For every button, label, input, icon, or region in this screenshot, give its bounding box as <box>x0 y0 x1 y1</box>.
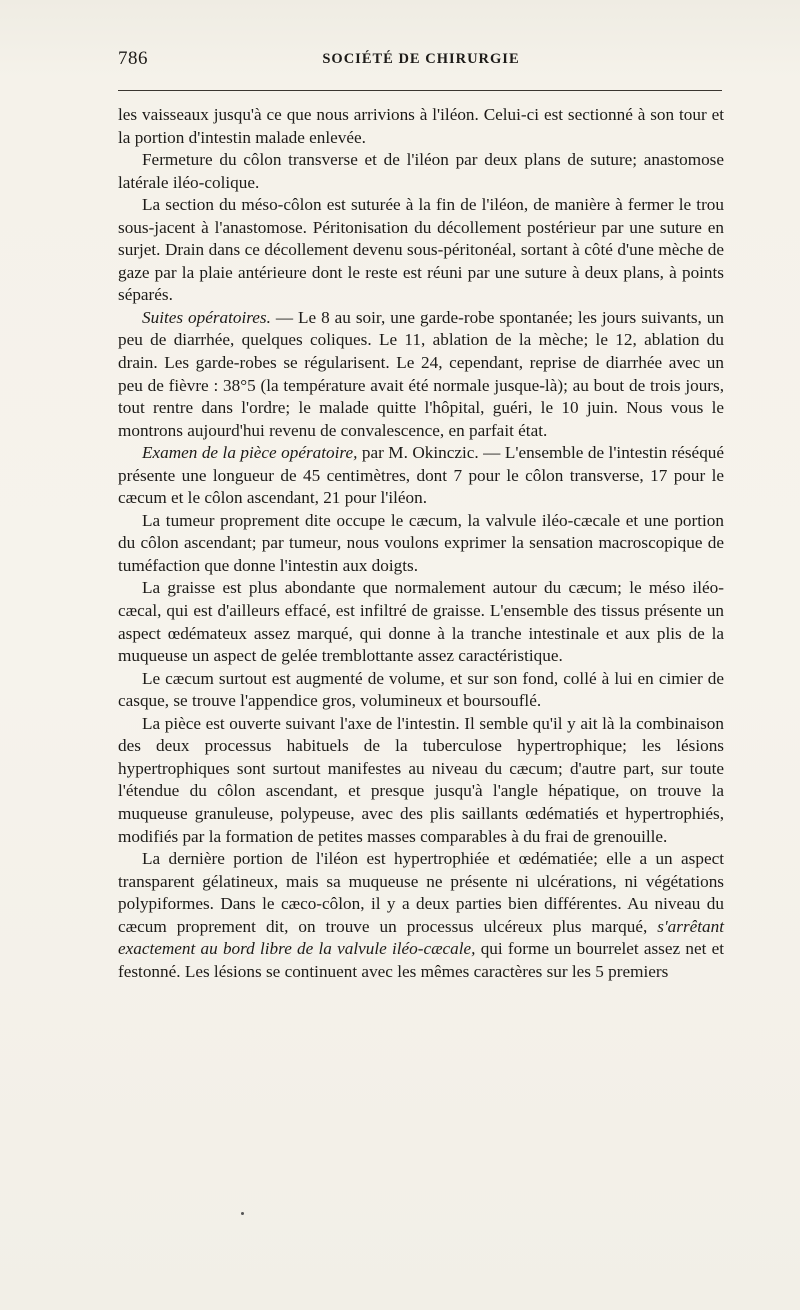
paragraph <box>118 194 724 307</box>
body-text <box>118 104 724 983</box>
paragraph <box>118 848 724 983</box>
header-rule <box>118 90 722 91</box>
page-header <box>118 48 724 74</box>
text-run: — Le 8 au soir, une garde-robe spontanée; les jours suivants, un peu de diarrhée, quelques coliques. Le 11, ablation de la mèche; le 12, ablation du drain. Les garde-robes se régularisent. Le 24, cependant, reprise de diarrhée avec un peu de fièvre : 38°5 (la température avait été normale jusque-là); au bout de trois jours, tout rentre dans l'ordre; le malade quitte l'hôpital, guéri, le 10 juin. Nous vous le montrons aujourd'hui revenu de convalescence, en parfait état. <box>118 307 724 440</box>
text-run: La graisse est plus abondante que normalement autour du cæcum; le méso iléo-cæcal, qui est d'ailleurs effacé, est infiltré de graisse. L'ensemble des tissus présente un aspect œdémateux assez marqué, qui donne à la tranche intestinale et aux plis de la muqueuse un aspect de gelée tremblottante assez caractéristique. <box>118 578 724 666</box>
page-number: 786 <box>118 48 148 69</box>
text-run: qui forme un bourrelet assez net et festonné. Les lésions se continuent avec les mêmes caractères sur les 5 premiers <box>118 939 724 981</box>
paragraph <box>118 713 724 848</box>
italic-run: Suites opératoires. <box>142 307 271 327</box>
text-run: La dernière portion de l'iléon est hypertrophiée et œdématiée; elle a un aspect transparent gélatineux, mais sa muqueuse ne présente ni ulcérations, ni végétations polypiformes. Dans le cæco-côlon, il y a deux parties bien différentes. Au niveau du cæcum proprement dit, on trouve un processus ulcéreux plus marqué, <box>118 849 724 936</box>
paragraph <box>118 307 724 442</box>
text-run: les vaisseaux jusqu'à ce que nous arrivions à l'iléon. Celui-ci est sectionné à son tour et la portion d'intestin malade enlevée. <box>118 105 724 147</box>
paragraph <box>118 442 724 510</box>
text-run: La tumeur proprement dite occupe le cæcum, la valvule iléo-cæcale et une portion du côlon ascendant; par tumeur, nous voulons exprimer la sensation macroscopique de tuméfaction que donne l'intestin aux doigts. <box>118 510 724 575</box>
text-run: La section du méso-côlon est suturée à la fin de l'iléon, de manière à fermer le trou sous-jacent à l'anastomose. Péritonisation du décollement postérieur par une suture en surjet. Drain dans ce décollement devenu sous-péritonéal, sortant à côté d'une mèche de gaze par la plaie antérieure dont le reste est réuni par une suture à deux plans, à points séparés. <box>118 195 724 305</box>
text-run: Le cæcum surtout est augmenté de volume, et sur son fond, collé à lui en cimier de casque, se trouve l'appendice gros, volumineux et boursouflé. <box>118 668 724 711</box>
italic-run: Examen de la pièce opératoire, <box>142 443 358 463</box>
paragraph <box>118 668 724 713</box>
paragraph <box>118 577 724 667</box>
paragraph <box>118 104 724 149</box>
paragraph <box>118 510 724 578</box>
text-run: La pièce est ouverte suivant l'axe de l'intestin. Il semble qu'il y ait là la combinaison des deux processus habituels de la tuberculose hypertrophique; les lésions hypertrophiques sont surtout manifestes au niveau du cæcum; d'autre part, sur toute l'étendue du côlon ascendant, et presque jusqu'à l'angle hépatique, on trouve la muqueuse granuleuse, polypeuse, avec des plis saillants œdématiés et hypertrophiés, modifiés par la formation de petites masses comparables à du frai de grenouille. <box>118 713 724 846</box>
ink-speck <box>241 1212 244 1215</box>
italic-run: s'arrêtant exactement au bord libre de la valvule iléo-cæcale, <box>118 916 724 959</box>
text-run: Fermeture du côlon transverse et de l'iléon par deux plans de suture; anastomose latérale iléo-colique. <box>118 150 724 192</box>
text-run: par M. Okinczic. — L'ensemble de l'intestin réséqué présente une longueur de 45 centimètres, dont 7 pour le côlon transverse, 17 pour le cæcum et le côlon ascendant, 21 pour l'iléon. <box>118 443 725 508</box>
running-title: SOCIÉTÉ DE CHIRURGIE <box>322 51 520 67</box>
paragraph <box>118 149 724 194</box>
